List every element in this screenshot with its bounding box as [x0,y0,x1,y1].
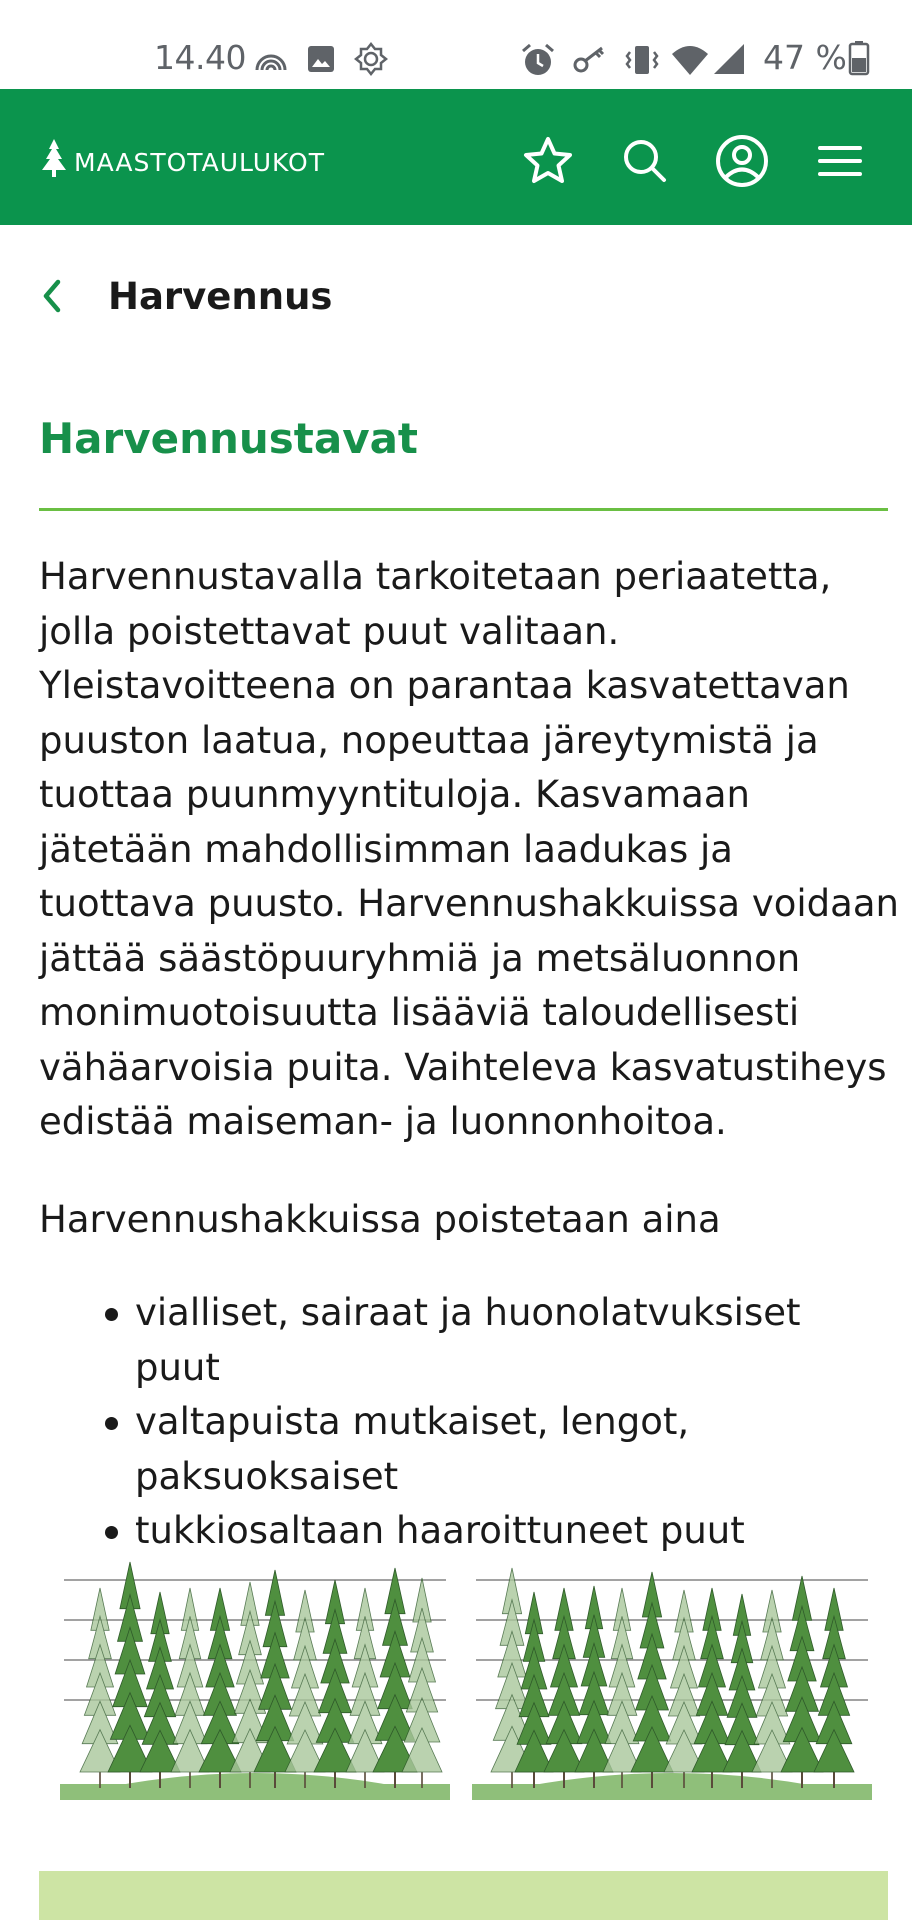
tree-drawing [314,1580,356,1788]
wifi-icon [670,44,710,76]
status-time: 14.40 [154,38,246,77]
signal-icon [712,42,746,76]
brightness-icon [354,42,388,76]
removal-list [135,1286,895,1559]
tree-drawing [723,1594,761,1788]
tree-drawing [631,1572,673,1788]
hotspot-icon [252,44,290,72]
list-item: tukkiosaltaan haaroittuneet puut [135,1504,895,1559]
tree-drawing [603,1588,641,1788]
section-divider [39,508,888,511]
key-icon [572,44,608,74]
app-logo[interactable] [40,137,325,179]
tree-drawing [171,1588,209,1788]
search-button[interactable] [617,133,673,189]
account-button[interactable] [714,133,770,189]
tree-logo-icon [40,137,68,179]
tree-drawing [80,1588,120,1788]
tree-drawing [199,1588,241,1788]
logo-text: MAASTOTAULUKOT [74,147,325,177]
intro-paragraph: Harvennustavalla tarkoitetaan periaatetta, jolla poistettavat puut valitaan. Yleistavoitteena on parantaa kasvatettavan puuston laatua, nopeuttaa järeytymistä ja tuottaa puunmyyntituloja. Kasvamaan jätetään mahdollisimman laadukas ja tuottava puusto. Harvennushakkuissa voidaan jättää säästöpuuryhmiä ja metsäluonnon monimuotoisuutta lisääviä taloudellisesti vähäarvoisia puita. Vaihteleva kasvatustiheys edistää maiseman- ja luonnonhoitoa. [39,555,899,1143]
list-intro-paragraph: Harvennushakkuissa poistetaan aina [39,1198,721,1241]
image-icon [306,44,336,74]
page-header [40,268,332,324]
tree-drawing [692,1588,732,1788]
app-header [0,89,912,225]
chevron-left-icon [40,276,64,316]
menu-icon [818,143,862,179]
favorite-button[interactable] [520,133,576,189]
battery-icon [848,40,870,76]
tree-drawing [781,1576,823,1788]
tree-drawing [814,1588,854,1788]
list-item: valtapuista mutkaiset, lengot, paksuoksaiset [135,1395,895,1504]
tree-drawing [346,1588,384,1788]
alarm-icon [520,42,556,78]
section-title: Harvennustavat [39,414,418,463]
info-box [39,1871,888,1920]
menu-button[interactable] [812,133,868,189]
star-icon [521,135,575,187]
tree-drawing [108,1562,152,1788]
tree-drawing [575,1586,613,1788]
list-item: vialliset, sairaat ja huonolatvuksiset puut [135,1286,895,1395]
tree-drawing [544,1588,584,1788]
tree-drawing [140,1592,180,1788]
vibrate-icon [624,44,660,76]
page-title: Harvennus [108,274,333,318]
account-icon [715,134,769,188]
thinning-illustration [56,1548,876,1810]
search-icon [621,137,669,185]
battery-percent: 47 % [763,38,847,77]
back-button[interactable] [40,268,84,324]
status-bar [0,0,912,89]
